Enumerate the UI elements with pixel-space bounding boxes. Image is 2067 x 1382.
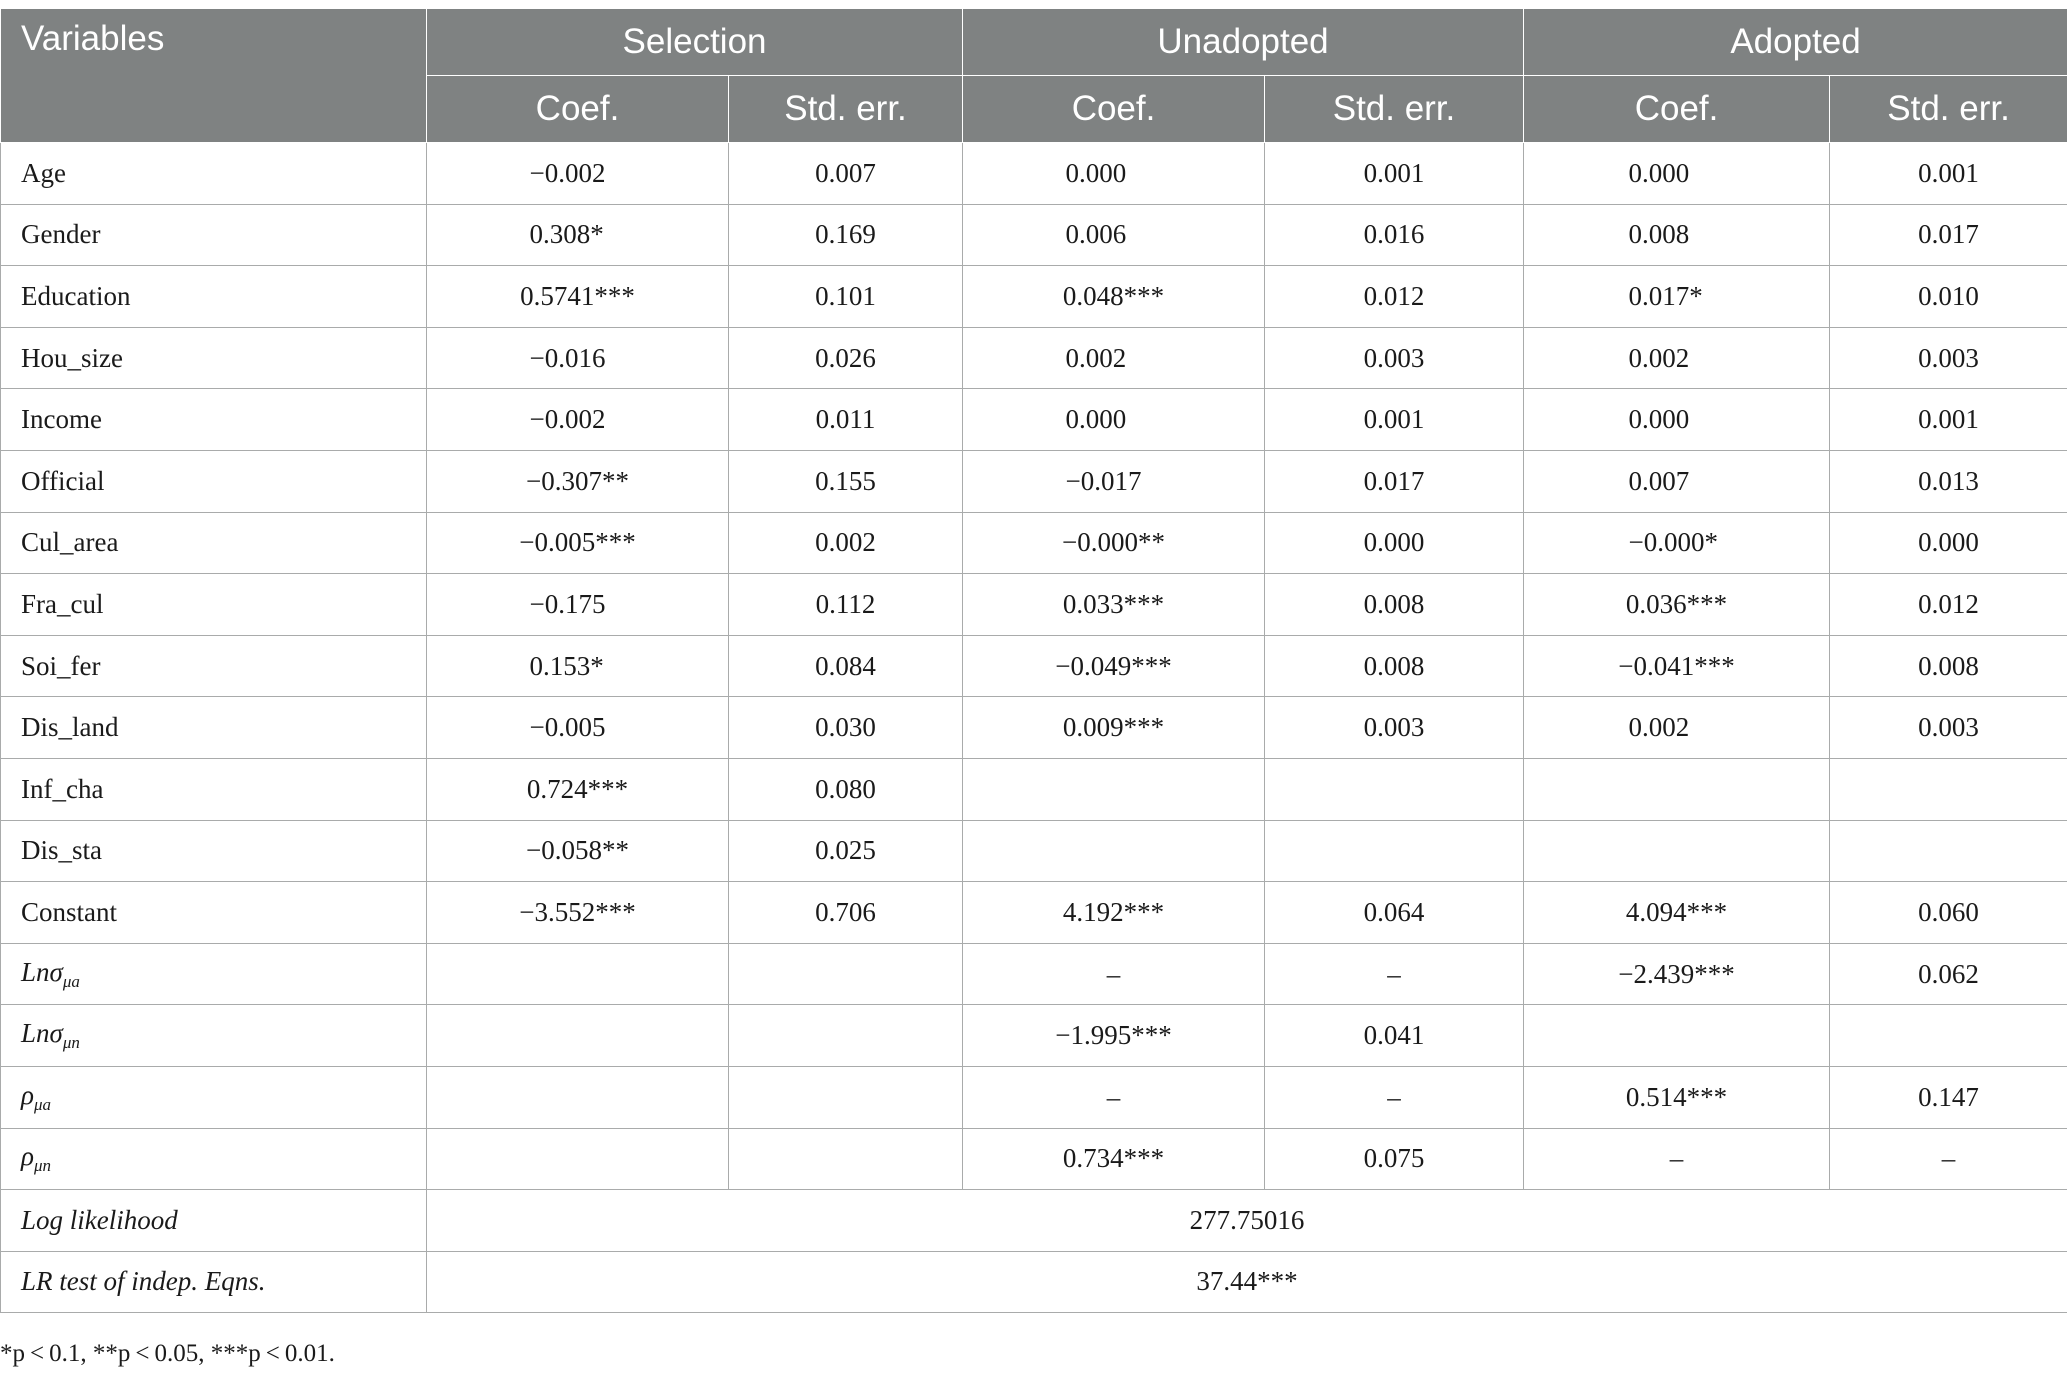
header-group-unadopted: Unadopted: [963, 9, 1524, 76]
cell-selection-std-err: [729, 1005, 963, 1067]
table-row: [1, 450, 2067, 512]
cell-value: −0.000*: [1628, 527, 1719, 558]
cell-unadopted-coef: [963, 204, 1265, 266]
cell-adopted-std-err: 0.062: [1830, 943, 2067, 1005]
parameter-symbol: Lnσ: [21, 1018, 63, 1049]
cell-selection-std-err: 0.002: [729, 512, 963, 574]
variable-name: Soi_fer: [1, 635, 427, 697]
cell-value: 0.514***: [1625, 1081, 1728, 1112]
cell-adopted-coef: [1524, 327, 1830, 389]
cell-adopted-coef: [1524, 204, 1830, 266]
cell-adopted-coef: [1524, 1066, 1830, 1128]
parameter-name: [1, 943, 427, 1005]
cell-selection-std-err: 0.011: [729, 389, 963, 451]
cell-unadopted-coef: –: [963, 1066, 1265, 1128]
table-row: [1, 512, 2067, 574]
cell-unadopted-coef: [963, 450, 1265, 512]
cell-unadopted-coef: [963, 327, 1265, 389]
cell-adopted-std-err: 0.000: [1830, 512, 2067, 574]
table-body: [1, 143, 2067, 1313]
cell-adopted-std-err: 0.147: [1830, 1066, 2067, 1128]
cell-unadopted-coef: –: [963, 943, 1265, 1005]
cell-adopted-coef: [1524, 882, 1830, 944]
cell-selection-std-err: [729, 1128, 963, 1190]
cell-value: −0.041***: [1618, 650, 1735, 681]
table-row: [1, 758, 2067, 820]
table-row: [1, 574, 2067, 636]
cell-selection-std-err: 0.169: [729, 204, 963, 266]
cell-adopted-std-err: 0.001: [1830, 389, 2067, 451]
header-coef: Coef.: [427, 76, 729, 143]
cell-selection-coef: [427, 327, 729, 389]
cell-unadopted-coef: [963, 143, 1265, 205]
variable-name: Income: [1, 389, 427, 451]
parameter-subscript: μa: [62, 971, 80, 991]
cell-unadopted-std-err: 0.000: [1265, 512, 1524, 574]
cell-selection-coef: [427, 943, 729, 1005]
table-row: [1, 204, 2067, 266]
cell-value: 0.007: [1628, 465, 1690, 496]
cell-value: 0.033***: [1062, 588, 1165, 619]
parameter-name: [1, 1005, 427, 1067]
cell-value: 0.5741***: [520, 280, 635, 311]
cell-adopted-coef: [1524, 574, 1830, 636]
cell-value: −0.049***: [1055, 650, 1172, 681]
cell-value: 0.002: [1628, 342, 1690, 373]
table-row: [1, 820, 2067, 882]
cell-value: −0.307**: [526, 465, 629, 496]
cell-value: 0.036***: [1625, 588, 1728, 619]
cell-value: −1.995***: [1055, 1020, 1172, 1051]
cell-adopted-std-err: 0.017: [1830, 204, 2067, 266]
header-std-err: Std. err.: [1830, 76, 2067, 143]
cell-value: 0.006: [1065, 219, 1127, 250]
cell-selection-coef: [427, 635, 729, 697]
cell-adopted-std-err: 0.060: [1830, 882, 2067, 944]
cell-adopted-std-err: 0.003: [1830, 327, 2067, 389]
variable-name: Constant: [1, 882, 427, 944]
header-std-err: Std. err.: [729, 76, 963, 143]
parameter-symbol: ρ: [21, 1079, 34, 1110]
cell-selection-coef: [427, 512, 729, 574]
cell-adopted-coef: [1524, 635, 1830, 697]
variable-name: Dis_sta: [1, 820, 427, 882]
cell-value: 0.017*: [1628, 280, 1703, 311]
parameter-subscript: μn: [33, 1156, 52, 1176]
cell-selection-coef: [427, 450, 729, 512]
cell-adopted-std-err: 0.012: [1830, 574, 2067, 636]
cell-selection-std-err: 0.025: [729, 820, 963, 882]
parameter-name: [1, 1066, 427, 1128]
variable-name: Official: [1, 450, 427, 512]
cell-value: −0.000**: [1062, 527, 1165, 558]
variable-name: Cul_area: [1, 512, 427, 574]
variable-name: Hou_size: [1, 327, 427, 389]
cell-adopted-coef: [1524, 450, 1830, 512]
cell-selection-std-err: 0.112: [729, 574, 963, 636]
cell-adopted-std-err: 0.001: [1830, 143, 2067, 205]
cell-value: −0.005***: [519, 527, 636, 558]
cell-unadopted-coef: [963, 882, 1265, 944]
cell-unadopted-std-err: –: [1265, 943, 1524, 1005]
cell-unadopted-std-err: [1265, 758, 1524, 820]
parameter-subscript: μa: [33, 1094, 52, 1114]
cell-unadopted-coef: [963, 1005, 1265, 1067]
cell-value: 0.048***: [1062, 280, 1165, 311]
cell-adopted-coef: [1524, 266, 1830, 328]
cell-value: −2.439***: [1618, 958, 1735, 989]
cell-value: −0.175: [529, 588, 606, 619]
cell-unadopted-std-err: 0.012: [1265, 266, 1524, 328]
cell-selection-std-err: 0.030: [729, 697, 963, 759]
cell-adopted-coef: [1524, 697, 1830, 759]
parameter-symbol: Lnσ: [21, 956, 63, 987]
cell-value: −0.002: [529, 157, 606, 188]
variable-name: Inf_cha: [1, 758, 427, 820]
cell-unadopted-std-err: 0.008: [1265, 574, 1524, 636]
cell-selection-coef: [427, 1005, 729, 1067]
cell-value: 0.009***: [1062, 712, 1165, 743]
summary-value: 37.44***: [427, 1251, 2067, 1313]
table-row-parameter: [1, 1005, 2067, 1067]
cell-adopted-coef: [1524, 1005, 1830, 1067]
table-row-parameter: [1, 943, 2067, 1005]
header-std-err: Std. err.: [1265, 76, 1524, 143]
cell-unadopted-coef: [963, 820, 1265, 882]
table-row-parameter: [1, 1066, 2067, 1128]
cell-selection-std-err: 0.706: [729, 882, 963, 944]
header-variables: Variables: [1, 9, 427, 143]
variable-name: Age: [1, 143, 427, 205]
cell-value: −0.016: [529, 342, 606, 373]
cell-value: 0.734***: [1062, 1143, 1165, 1174]
parameter-symbol: ρ: [21, 1141, 34, 1172]
summary-value: 277.75016: [427, 1190, 2067, 1252]
cell-unadopted-std-err: 0.001: [1265, 389, 1524, 451]
cell-adopted-std-err: [1830, 1005, 2067, 1067]
regression-table: [0, 8, 2067, 1313]
cell-selection-coef: [427, 574, 729, 636]
cell-unadopted-std-err: 0.001: [1265, 143, 1524, 205]
cell-unadopted-coef: [963, 1128, 1265, 1190]
cell-unadopted-std-err: 0.075: [1265, 1128, 1524, 1190]
regression-table-container: [0, 8, 2067, 1313]
cell-adopted-coef: –: [1524, 1128, 1830, 1190]
cell-adopted-coef: [1524, 943, 1830, 1005]
cell-adopted-std-err: 0.008: [1830, 635, 2067, 697]
cell-adopted-coef: [1524, 143, 1830, 205]
cell-selection-std-err: 0.026: [729, 327, 963, 389]
cell-unadopted-coef: [963, 266, 1265, 328]
table-row: [1, 143, 2067, 205]
cell-unadopted-std-err: 0.016: [1265, 204, 1524, 266]
cell-adopted-coef: [1524, 758, 1830, 820]
cell-adopted-coef: [1524, 389, 1830, 451]
cell-selection-std-err: 0.007: [729, 143, 963, 205]
cell-value: 0.000: [1628, 404, 1690, 435]
cell-value: 0.153*: [529, 650, 604, 681]
cell-adopted-std-err: 0.010: [1830, 266, 2067, 328]
cell-selection-std-err: 0.084: [729, 635, 963, 697]
cell-selection-coef: [427, 882, 729, 944]
cell-value: 0.002: [1065, 342, 1127, 373]
parameter-subscript: μn: [62, 1033, 80, 1053]
cell-value: 0.008: [1628, 219, 1690, 250]
table-row: [1, 327, 2067, 389]
cell-value: 0.002: [1628, 712, 1690, 743]
significance-footnote: *p < 0.1, **p < 0.05, ***p < 0.01.: [0, 1340, 335, 1367]
variable-name: Fra_cul: [1, 574, 427, 636]
cell-selection-coef: [427, 697, 729, 759]
header-coef: Coef.: [963, 76, 1265, 143]
table-row: [1, 389, 2067, 451]
cell-adopted-std-err: –: [1830, 1128, 2067, 1190]
cell-value: −0.005: [529, 712, 606, 743]
cell-value: −0.058**: [526, 835, 629, 866]
variable-name: Dis_land: [1, 697, 427, 759]
cell-selection-std-err: 0.080: [729, 758, 963, 820]
header-group-adopted: Adopted: [1524, 9, 2067, 76]
cell-unadopted-std-err: 0.008: [1265, 635, 1524, 697]
header-group-selection: Selection: [427, 9, 963, 76]
table-row: [1, 882, 2067, 944]
cell-unadopted-coef: [963, 574, 1265, 636]
cell-unadopted-std-err: [1265, 820, 1524, 882]
table-row-summary: [1, 1190, 2067, 1252]
cell-unadopted-std-err: 0.017: [1265, 450, 1524, 512]
cell-selection-coef: [427, 204, 729, 266]
summary-label: LR test of indep. Eqns.: [1, 1251, 427, 1313]
cell-unadopted-coef: [963, 512, 1265, 574]
cell-unadopted-std-err: –: [1265, 1066, 1524, 1128]
cell-unadopted-std-err: 0.003: [1265, 327, 1524, 389]
cell-value: 0.000: [1628, 157, 1690, 188]
cell-selection-coef: [427, 389, 729, 451]
cell-adopted-std-err: [1830, 820, 2067, 882]
cell-unadopted-coef: [963, 758, 1265, 820]
cell-selection-std-err: [729, 943, 963, 1005]
cell-selection-coef: [427, 266, 729, 328]
cell-unadopted-coef: [963, 697, 1265, 759]
cell-unadopted-std-err: 0.041: [1265, 1005, 1524, 1067]
cell-selection-coef: [427, 758, 729, 820]
variable-name: Gender: [1, 204, 427, 266]
cell-value: −0.002: [529, 404, 606, 435]
cell-adopted-coef: [1524, 512, 1830, 574]
cell-unadopted-std-err: 0.003: [1265, 697, 1524, 759]
table-row-parameter: [1, 1128, 2067, 1190]
table-header: [1, 9, 2067, 143]
cell-unadopted-std-err: 0.064: [1265, 882, 1524, 944]
cell-value: 4.094***: [1625, 896, 1728, 927]
cell-adopted-std-err: 0.003: [1830, 697, 2067, 759]
cell-value: 0.308*: [529, 219, 604, 250]
cell-selection-std-err: 0.101: [729, 266, 963, 328]
cell-value: 0.000: [1065, 157, 1127, 188]
cell-selection-coef: [427, 820, 729, 882]
cell-adopted-coef: [1524, 820, 1830, 882]
cell-selection-coef: [427, 143, 729, 205]
variable-name: Education: [1, 266, 427, 328]
cell-selection-coef: [427, 1128, 729, 1190]
header-coef: Coef.: [1524, 76, 1830, 143]
cell-value: −0.017: [1065, 465, 1142, 496]
cell-value: 0.000: [1065, 404, 1127, 435]
parameter-name: [1, 1128, 427, 1190]
cell-value: −3.552***: [519, 896, 636, 927]
cell-selection-std-err: [729, 1066, 963, 1128]
table-row: [1, 266, 2067, 328]
summary-label: Log likelihood: [1, 1190, 427, 1252]
table-row-summary: [1, 1251, 2067, 1313]
cell-value: 4.192***: [1062, 896, 1165, 927]
cell-unadopted-coef: [963, 389, 1265, 451]
cell-selection-std-err: 0.155: [729, 450, 963, 512]
cell-unadopted-coef: [963, 635, 1265, 697]
table-row: [1, 635, 2067, 697]
cell-selection-coef: [427, 1066, 729, 1128]
table-row: [1, 697, 2067, 759]
cell-adopted-std-err: 0.013: [1830, 450, 2067, 512]
cell-value: 0.724***: [526, 773, 629, 804]
cell-adopted-std-err: [1830, 758, 2067, 820]
